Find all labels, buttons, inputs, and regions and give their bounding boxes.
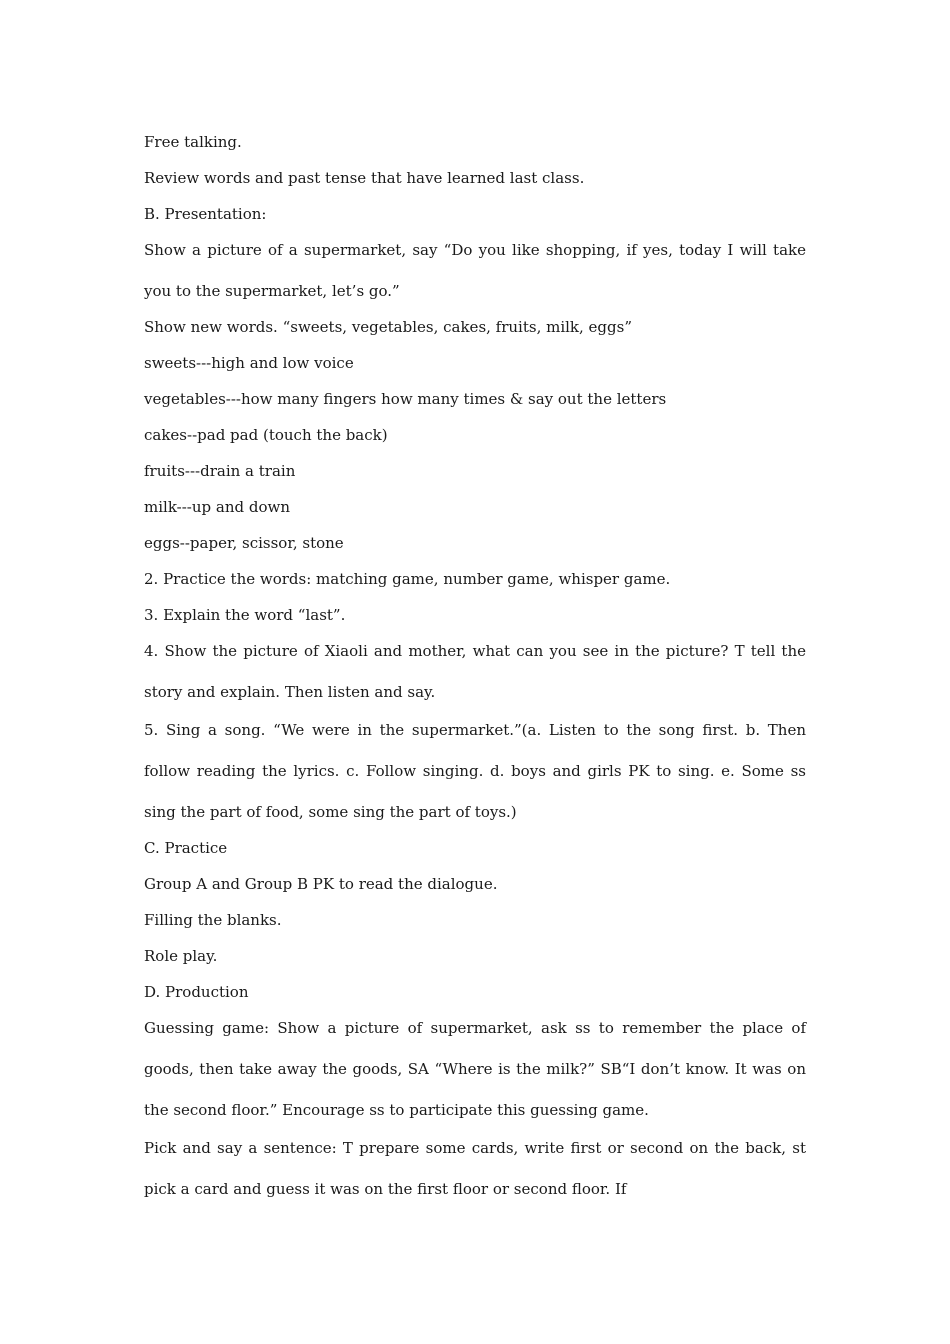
line-show-xiaoli: 4. Show the picture of Xiaoli and mother, what can you see in the picture? T tell the story and explain. Then listen and say. xyxy=(144,642,806,701)
line-eggs: eggs--paper, scissor, stone xyxy=(144,534,344,552)
line-cakes: cakes--pad pad (touch the back) xyxy=(144,426,388,444)
line-explain-last: 3. Explain the word “last”. xyxy=(144,606,346,624)
line-pick-and-say: Pick and say a sentence: T prepare some cards, write first or second on the back, st pick a card and guess it was on the first floor or second floor. If xyxy=(144,1139,806,1198)
line-guessing-game: Guessing game: Show a picture of supermarket, ask ss to remember the place of goods, then take away the goods, SA “Where is the milk?” SB“I don’t know. It was on the second floor.” Encourage ss to participate this guessing game. xyxy=(144,1019,806,1119)
line-sing-song: 5. Sing a song. “We were in the supermarket.”(a. Listen to the song first. b. Then follow reading the lyrics. c. Follow singing. d. boys and girls PK to sing. e. Some ss sing the part of food, some sing the part of toys.) xyxy=(144,721,806,821)
heading-presentation: B. Presentation: xyxy=(144,205,267,223)
line-practice-words: 2. Practice the words: matching game, number game, whisper game. xyxy=(144,570,671,588)
line-show-new-words: Show new words. “sweets, vegetables, cakes, fruits, milk, eggs” xyxy=(144,318,633,336)
heading-production: D. Production xyxy=(144,983,249,1001)
line-show-supermarket: Show a picture of a supermarket, say “Do you like shopping, if yes, today I will take you to the supermarket, let’s go.” xyxy=(144,241,806,300)
line-role-play: Role play. xyxy=(144,947,218,965)
line-group-pk: Group A and Group B PK to read the dialogue. xyxy=(144,875,498,893)
line-review-words: Review words and past tense that have learned last class. xyxy=(144,169,585,187)
line-filling-blanks: Filling the blanks. xyxy=(144,911,282,929)
heading-practice: C. Practice xyxy=(144,839,228,857)
line-sweets: sweets---high and low voice xyxy=(144,354,354,372)
line-milk: milk---up and down xyxy=(144,498,290,516)
line-vegetables: vegetables---how many fingers how many times & say out the letters xyxy=(144,390,667,408)
document-body xyxy=(144,124,806,1207)
line-free-talking: Free talking. xyxy=(144,133,242,151)
line-fruits: fruits---drain a train xyxy=(144,462,296,480)
